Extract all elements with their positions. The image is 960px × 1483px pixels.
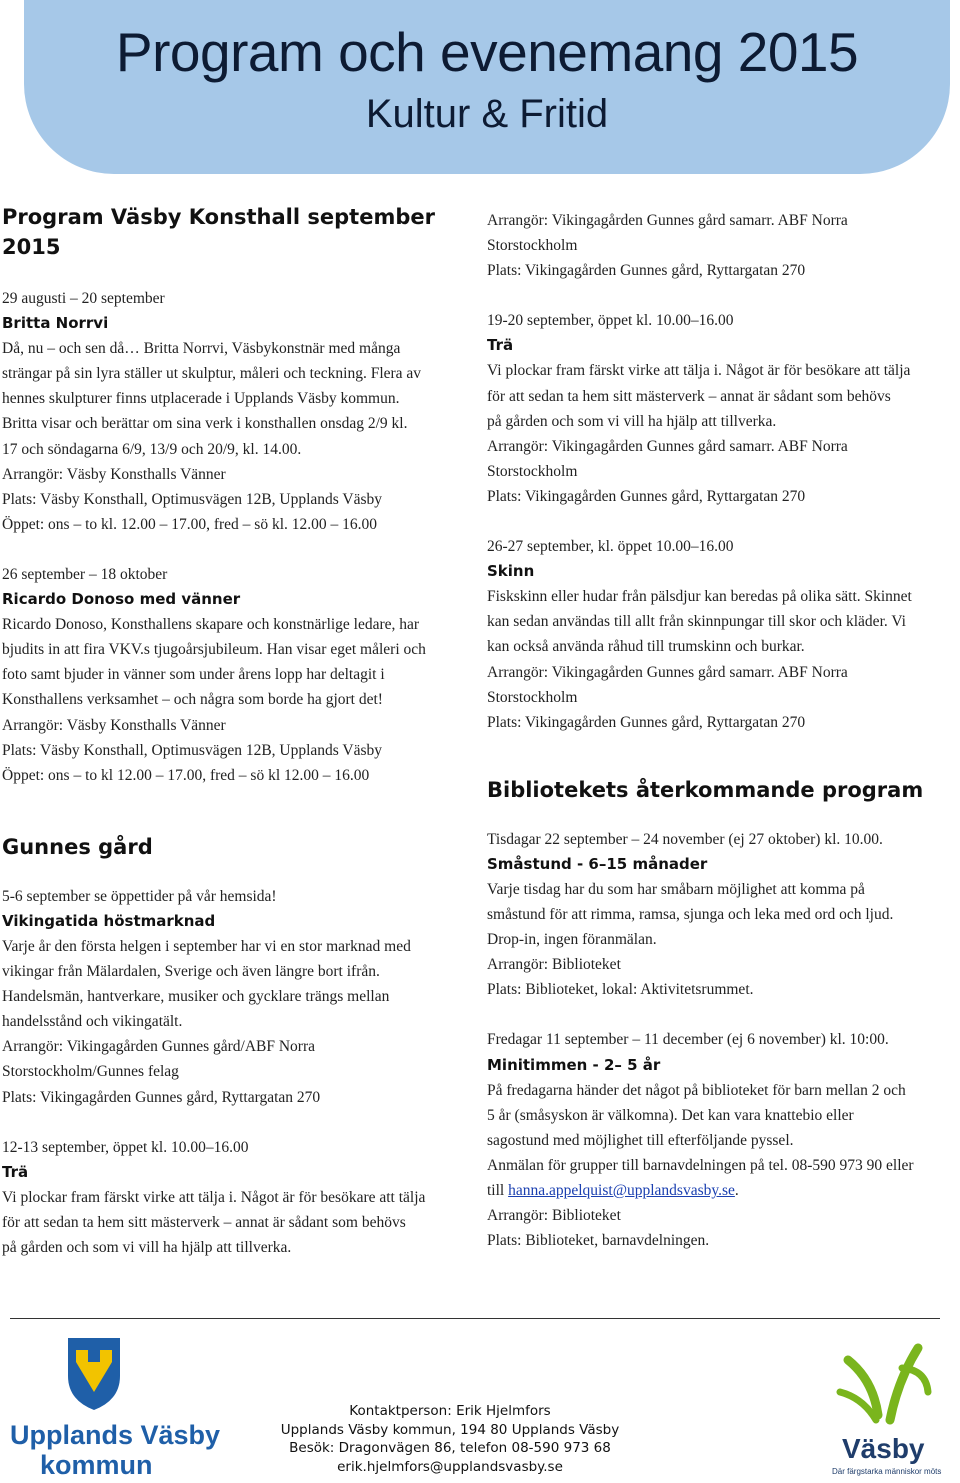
logo-text-kommun: kommun (40, 1450, 153, 1480)
konsthall-heading: Program Väsby Konsthall september 2015 (2, 205, 435, 259)
event-dates: 29 augusti – 20 september (2, 290, 165, 307)
event-title: Småstund - 6–15 månader (487, 854, 708, 873)
page-title: Program och evenemang 2015 (115, 21, 859, 83)
event-organizer: Storstockholm (487, 237, 578, 255)
event-tra-1 (2, 1135, 470, 1260)
event-minitimmen (487, 1027, 957, 1253)
text-prefix: till (487, 1182, 509, 1199)
coat-of-arms-icon (68, 1338, 120, 1410)
event-text: Varje år den första helgen i september har vi en stor marknad med (2, 937, 411, 955)
event-ricardo-donoso (2, 562, 470, 788)
event-dates: 12-13 september, öppet kl. 10.00–16.00 (2, 1138, 249, 1156)
event-organizer: Arrangör: Biblioteket (487, 1207, 621, 1225)
event-title: Ricardo Donoso med vänner (2, 590, 241, 609)
event-title: Vikingatida höstmarknad (2, 911, 216, 930)
event-place: Plats: Biblioteket, lokal: Aktivitetsrummet. (487, 981, 754, 999)
event-title: Minitimmen - 2– 5 år (487, 1055, 661, 1074)
contact-person: Kontaktperson: Erik Hjelmfors (349, 1403, 551, 1419)
event-text: kan också använda råhud till trumskinn och burkar. (487, 638, 805, 656)
event-text: strängar på sin lyra ställer ut skulptur, måleri och teckning. Flera av (2, 365, 422, 383)
event-skinn (487, 534, 957, 735)
event-text: hennes skulpturer finns utplacerade i Upplands Väsby kommun. (2, 390, 400, 408)
event-place: Plats: Vikingagården Gunnes gård, Ryttargatan 270 (487, 713, 806, 731)
event-dates: Tisdagar 22 september – 24 november (ej 27 oktober) kl. 10.00. (487, 830, 883, 848)
left-column (2, 202, 470, 1260)
logo-tagline: Där färgstarka människor möts (832, 1467, 942, 1476)
contact-visit: Besök: Dragonvägen 86, telefon 08-590 973 68 (289, 1440, 611, 1456)
event-place: Plats: Vikingagården Gunnes gård, Ryttargatan 270 (487, 487, 806, 505)
header-banner (24, 0, 950, 174)
event-dates: 26-27 september, kl. öppet 10.00–16.00 (487, 538, 734, 556)
event-text: bjudits in att fira VKV.s tjugoårsjubileum. Han visar eget måleri och (2, 641, 426, 659)
event-text: sagostund med möjlighet till efterföljande pyssel. (487, 1131, 794, 1149)
event-vikingatida-hostmarknad (2, 884, 470, 1110)
event-place: Plats: Vikingagården Gunnes gård, Ryttargatan 270 (487, 262, 806, 280)
event-text: för att sedan ta hem sitt mästerverk – annat är sådant som behövs (2, 1213, 406, 1231)
bibliotek-heading: Bibliotekets återkommande program (487, 777, 924, 802)
event-organizer: Storstockholm/Gunnes felag (2, 1063, 179, 1081)
event-hours: Öppet: ons – to kl 12.00 – 17.00, fred – sö kl 12.00 – 16.00 (2, 766, 370, 784)
event-text: 5 år (småsyskon är välkomna). Det kan vara knattebio eller (487, 1106, 854, 1124)
event-text: Handelsmän, hantverkare, musiker och gycklare trängs mellan (2, 988, 390, 1006)
event-dates: Fredagar 11 september – 11 december (ej 6 november) kl. 10:00. (487, 1031, 889, 1049)
page-subtitle: Kultur & Fritid (365, 92, 609, 136)
event-title: Britta Norrvi (2, 314, 109, 333)
event-title: Skinn (487, 562, 535, 581)
upplands-vasby-kommun-logo (6, 1332, 221, 1480)
event-place: Plats: Väsby Konsthall, Optimusvägen 12B, Upplands Väsby (2, 490, 383, 508)
event-text: på gården och som vi vill ha hjälp att tillverka. (2, 1239, 292, 1256)
event-text: Vi plockar fram färskt virke att tälja i. Något är för besökare att tälja (487, 362, 911, 380)
event-tra-2 (487, 308, 957, 509)
green-swirl-icon (840, 1348, 928, 1420)
text-suffix: . (734, 1182, 739, 1199)
event-text: småstund för att rimma, ramsa, sjunga och leka med ord och ljud. (487, 906, 894, 924)
event-tra-1-continued (487, 208, 957, 283)
contact-block (250, 1402, 650, 1476)
event-organizer: Arrangör: Biblioteket (487, 956, 621, 974)
event-text: på gården och som vi vill ha hjälp att tillverka. (487, 412, 777, 430)
event-place: Plats: Vikingagården Gunnes gård, Ryttargatan 270 (2, 1088, 321, 1106)
event-text: Fiskskinn eller hudar från pälsdjur kan beredas på olika sätt. Skinnet (487, 588, 912, 606)
contact-email[interactable]: erik.hjelmfors@upplandsvasby.se (337, 1458, 563, 1475)
event-place: Plats: Biblioteket, barnavdelningen. (487, 1232, 710, 1250)
event-text: Varje tisdag har du som har småbarn möjlighet att komma på (487, 880, 865, 898)
event-smastund (487, 827, 957, 1003)
event-dates: 19-20 september, öppet kl. 10.00–16.00 (487, 312, 734, 330)
event-britta-norrvi (2, 286, 470, 537)
event-organizer: Arrangör: Vikingagården Gunnes gård samarr. ABF Norra (487, 437, 848, 455)
event-hours: Öppet: ons – to kl. 12.00 – 17.00, fred – sö kl. 12.00 – 16.00 (2, 515, 377, 533)
event-organizer: Arrangör: Väsby Konsthalls Vänner (2, 716, 226, 734)
event-text: Britta visar och berättar om sina verk i konsthallen onsdag 2/9 kl. (2, 415, 408, 433)
event-organizer: Arrangör: Vikingagården Gunnes gård samarr. ABF Norra (487, 212, 848, 229)
event-text: Då, nu – och sen då… Britta Norrvi, Väsbykonstnär med många (2, 340, 401, 358)
event-text: vikingar från Mälardalen, Sverige och även längre bort ifrån. (2, 963, 380, 981)
event-text: Drop-in, ingen föranmälan. (487, 931, 657, 949)
event-text: Ricardo Donoso, Konsthallens skapare och konstnärlige ledare, har (2, 616, 420, 634)
event-text: Vi plockar fram färskt virke att tälja i. Något är för besökare att tälja (2, 1188, 426, 1206)
gunnes-heading: Gunnes gård (2, 834, 153, 859)
event-text (487, 1178, 957, 1203)
contact-address: Upplands Väsby kommun, 194 80 Upplands Väsby (280, 1421, 620, 1438)
footer-divider (10, 1318, 940, 1319)
event-text: På fredagarna händer det något på biblioteket för barn mellan 2 och (487, 1081, 906, 1099)
event-title: Trä (487, 336, 514, 355)
event-text: Konsthallens verksamhet – och några som borde ha gjort det! (2, 691, 383, 709)
event-organizer: Arrangör: Vikingagården Gunnes gård/ABF Norra (2, 1038, 316, 1056)
right-column (487, 208, 957, 1253)
event-dates: 26 september – 18 oktober (2, 565, 168, 583)
logo-text-vasby: Väsby (842, 1433, 925, 1464)
event-text: för att sedan ta hem sitt mästerverk – annat är sådant som behövs (487, 387, 891, 405)
email-link[interactable]: hanna.appelquist@upplandsvasby.se (508, 1182, 735, 1199)
logo-text-name: Upplands Väsby (10, 1420, 221, 1450)
event-title: Trä (2, 1162, 29, 1181)
event-text: Anmälan för grupper till barnavdelningen på tel. 08-590 973 90 eller (487, 1156, 914, 1174)
event-text: 17 och söndagarna 6/9, 13/9 och 20/9, kl. 14.00. (2, 440, 302, 458)
event-dates: 5-6 september se öppettider på vår hemsida! (2, 887, 277, 905)
event-text: handelsstånd och vikingatält. (2, 1013, 183, 1031)
event-organizer: Arrangör: Vikingagården Gunnes gård samarr. ABF Norra (487, 663, 848, 681)
vasby-brand-logo (818, 1340, 958, 1480)
event-place: Plats: Väsby Konsthall, Optimusvägen 12B, Upplands Väsby (2, 741, 383, 759)
event-organizer: Arrangör: Väsby Konsthalls Vänner (2, 465, 226, 483)
event-text: kan sedan användas till allt från skinnpungar till skor och kläder. Vi (487, 613, 906, 631)
event-organizer: Storstockholm (487, 688, 578, 706)
event-organizer: Storstockholm (487, 462, 578, 480)
event-text: foto samt bjuder in vänner som under årens lopp har deltagit i (2, 666, 385, 684)
